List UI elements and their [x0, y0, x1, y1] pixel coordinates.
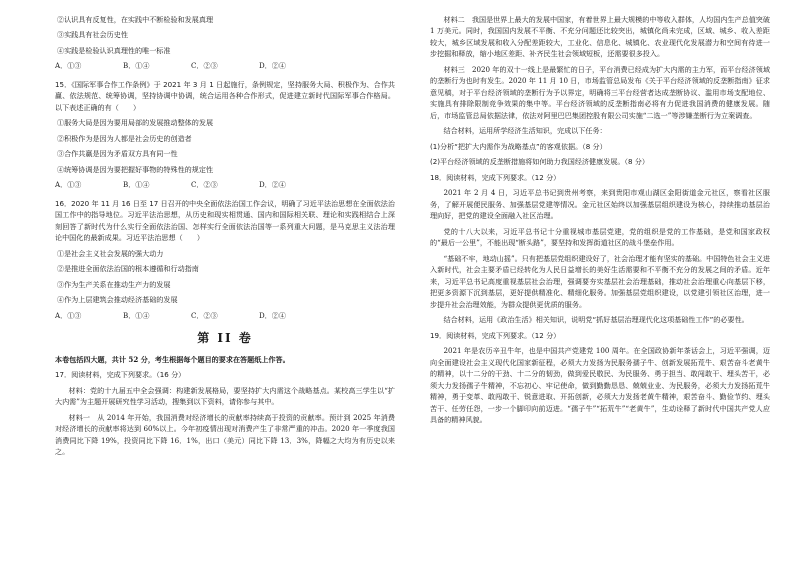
q16-option-4: ④作为上层建筑会推动经济基础的发展 [57, 295, 178, 305]
q14-option-3: ③实践具有社会历史性 [57, 30, 128, 40]
left-column [55, 14, 395, 457]
q15-option-4: ④统筹协调是因为要把握好事物的特殊性的规定性 [57, 164, 214, 174]
q17-task-1: (1)分析“把扩大内需作为战略基点”的客观依据。（8 分） [430, 141, 607, 151]
section-title: 第 II 卷 [197, 331, 253, 346]
q14-answer-d[interactable]: D．②④ [259, 61, 286, 71]
q16-option-1: ①是社会主义社会发展的强大动力 [57, 248, 164, 258]
q16-stem: 16．2020 年 11 月 16 日至 17 日召开的中央全面依法治国工作会议，明确了习近平法治思想在全面依法治国工作中的指导地位。习近平法治思想，从历史和现实相贯通、国内和国际相关联、理论和实践相结合上深刻回答了新时代为什么实行全面依法治国、怎样实行全面依法治国等一系列重大问题，是马克思主义法治理论中国化的最新成果。习近平法治思想（ ） [55, 198, 395, 243]
q18-para-3: “基础不牢，地动山摇”。只有把基层党组织建设好了，社会治理才能有坚实的基础。中国特色社会主义进入新时代，社会主要矛盾已经转化为人民日益增长的美好生活需要和不平衡不充分的发展之间的矛盾。近年来，习近平总书记高度重视基层社会治理，强调要夯实基层社会治理基础，推动社会治理重心向基层下移，把更多资源下沉到基层，更好提供精准化、精细化服务。加强基层党组织建设，以党建引领社区治理，进一步提升社会治理效能，为群众提供更优质的服务。 [430, 253, 770, 309]
q17-heading: 17．阅读材料，完成下列要求。（16 分） [55, 370, 186, 380]
q15-option-1: ①服务大局是因为要用局部的发展推动整体的发展 [57, 118, 214, 128]
q15-answer-d[interactable]: D．②④ [259, 180, 286, 190]
q16-answers [55, 310, 395, 321]
q15-option-2: ②积极作为是因为人都是社会历史的创造者 [57, 133, 192, 143]
q15-answer-a[interactable]: A．①③ [55, 180, 82, 190]
q15-answers [55, 179, 395, 190]
q16-answer-c[interactable]: C．②③ [191, 310, 218, 320]
q18-task: 结合材料，运用《政治生活》相关知识，说明党“抓好基层治理现代化这项基础性工作”的必要性。 [443, 315, 749, 325]
q14-answers [55, 60, 395, 71]
q15-answer-b[interactable]: B．①④ [123, 180, 150, 190]
q15-answer-c[interactable]: C．②③ [191, 180, 218, 190]
section-note: 本卷包括四大题，共计 52 分，考生根据每个题目的要求在答题纸上作答。 [55, 354, 290, 364]
q16-answer-d[interactable]: D．②④ [259, 310, 286, 320]
q14-answer-a[interactable]: A．①③ [55, 61, 82, 71]
q16-answer-a[interactable]: A．①③ [55, 310, 82, 320]
q18-para-2: 党的十八大以来，习近平总书记十分重视城市基层党建，党的组织是党的工作基础，是党和国家政权的“最后一公里”，不能出现“断头路”，要坚持和发挥街道社区的战斗堡垒作用。 [430, 226, 770, 248]
q17-task-2: (2)平台经济领域的反垄断措施将如何助力我国经济健康发展。（8 分） [430, 157, 649, 167]
q17-material-1: 材料一 从 2014 年开始，我国消费对经济增长的贡献率持续高于投资的贡献率。预计到 2025 年消费对经济增长的贡献率将达到 60%以上。今年初疫情出现对消费产生了非常严重的冲击。2020 年一季度我国消费同比下降 19%，投资同比下降 16．1%，出口（美元）同比下降 13．3%，降幅之大均为有历史以来之。 [55, 412, 395, 456]
q16-option-2: ②是推进全面依法治国的根本遵循和行动指南 [57, 264, 199, 274]
q17-material-2: 材料二 我国是世界上最大的发展中国家，有着世界上最大规模的中等收入群体，人均国内生产总值突破 1 万美元。同时，我国国内发展不平衡、不充分问题还比较突出，城镇化尚未完成，区域、城乡、收入差距较大，城乡区域发展和收入分配差距较大，工业化、信息化、城镇化、农业现代化发展潜力和空间有待进一步挖掘和释放，缩小地区差距、补齐民生社会领域短板，还需要很多投入。 [430, 15, 770, 59]
q18-para-1: 2021 年 2 月 4 日，习近平总书记到贵州考察，来到贵阳市观山湖区金阳街道金元社区，察看社区服务，了解开展便民服务、加强基层党建等情况。金元社区始终以加强基层组织建设为核心，持续推动基层治理向好，把党的建设全面融入社区治理。 [430, 188, 770, 221]
q14-option-2: ②认识具有反复性，在实践中不断检验和发展真理 [57, 15, 214, 24]
q16-answer-b[interactable]: B．①④ [123, 310, 150, 320]
q17-task-intro: 结合材料，运用所学经济生活知识，完成以下任务： [443, 126, 607, 136]
q14-option-4: ④实践是检验认识真理性的唯一标准 [57, 45, 171, 55]
q19-heading: 19．阅读材料，完成下列要求。（12 分） [430, 330, 561, 340]
q19-para-1: 2021 年是农历辛丑牛年，也是中国共产党建党 100 周年。在全国政协新年茶话会上，习近平强调，迈向全面建设社会主义现代化国家新征程，必须大力发扬为民服务孺子牛、创新发展拓荒牛、艰苦奋斗老黄牛的精神，以十二分的干劲、十二分的韧劲，做到爱民敬民、为民服务、勇于担当、敢闯敢干、埋头苦干，必须大力发扬孺子牛精神，不忘初心、牢记使命，做到勤勤恳恳、兢兢业业、为民服务，必须大力发扬拓荒牛精神，勇于变革、敢闯敢干、锐意进取、开拓创新，必须大力发扬老黄牛精神，艰苦奋斗、勤俭节约、埋头苦干、任劳任怨，一步一个脚印向前迈进。“孺子牛”“拓荒牛”“老黄牛”，生动诠释了新时代中国共产党人应具备的精神风貌。 [430, 346, 770, 425]
q14-answer-c[interactable]: C．②③ [191, 61, 218, 71]
q17-intro: 材料：党的十九届五中全会强调：构建新发展格局，要坚持扩大内需这个战略基点。某校高三学生以“扩大内需”为主题开展研究性学习活动，搜集到以下资料，请你参与其中。 [55, 385, 395, 407]
q16-option-3: ③作为生产关系在推动生产力的发展 [57, 279, 171, 289]
right-column [430, 14, 770, 426]
q17-material-3: 材料三 2020 年的双十一线上是最繁忙的日子，平台消费已经成为扩大内需的主力军，而平台经济领域的垄断行为也时有发生。2020 年 11 月 10 日，市场监管总局发布《关于平台经济领域的反垄断指南》征求意见稿，对于平台经济领域的垄断行为予以界定，明确将三平台经营者达成垄断协议、滥用市场支配地位、实施具有排除限制竞争效果的集中等。平台经济领域的反垄断指南必将有力促进我国消费的健康发展。随后，市场监管总局依据法律，依法对阿里巴巴集团控股有限公司实施“二选一”等涉嫌垄断行为立案调查。 [430, 64, 770, 120]
q15-stem: 15．《国际军事合作工作条例》于 2021 年 3 月 1 日起施行，条例规定，坚持服务大局、积极作为、合作共赢、依法规范、统筹协调，坚持协调中协调，统合运用各种合作形式，促进建立新时代国际军事合作格局。以下表述正确的有（ ） [55, 79, 395, 112]
q18-heading: 18．阅读材料，完成下列要求。（12 分） [430, 172, 561, 182]
q15-option-3: ③合作共赢是因为矛盾双方具有同一性 [57, 149, 178, 159]
q14-answer-b[interactable]: B．①④ [123, 61, 150, 71]
